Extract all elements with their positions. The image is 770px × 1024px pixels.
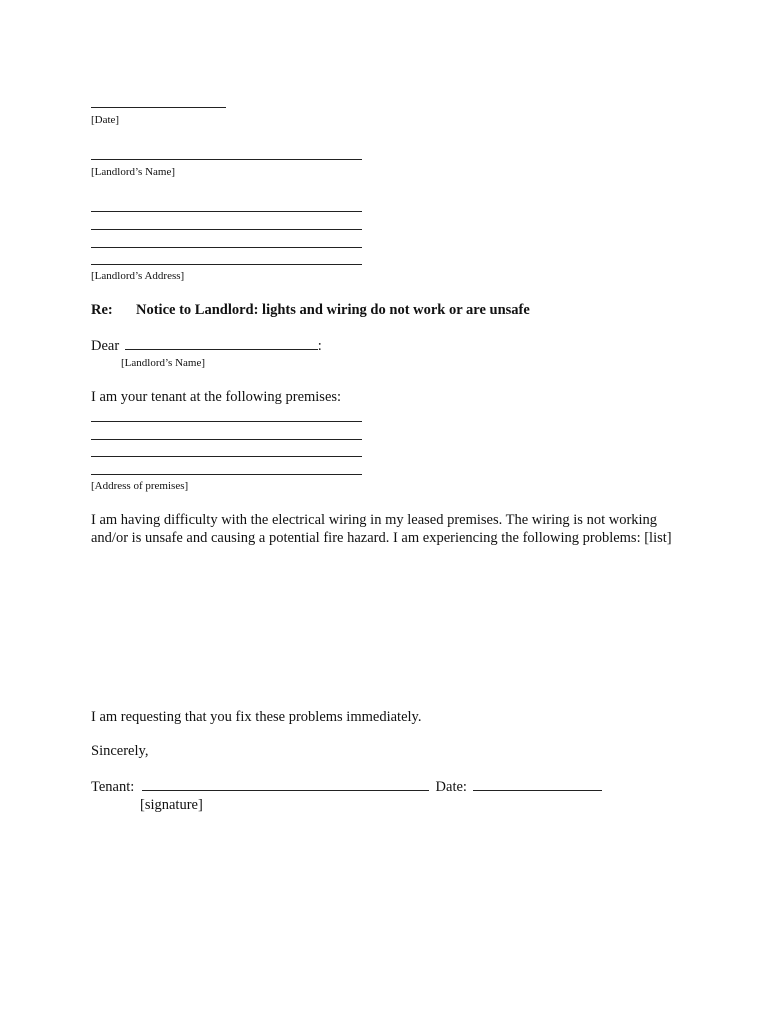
- landlord-address-line-3: [91, 247, 362, 248]
- landlord-address-line-2: [91, 229, 362, 230]
- signature-caption: [signature]: [140, 797, 203, 813]
- date-line: [91, 107, 226, 108]
- tenant-label: Tenant:: [91, 779, 135, 795]
- premises-line-3: [91, 456, 362, 457]
- date-label: [Date]: [91, 114, 120, 126]
- salutation-colon: :: [317, 338, 322, 354]
- tenant-signature-line: [142, 778, 429, 791]
- date-field-label: Date:: [435, 779, 467, 795]
- salutation: [91, 337, 322, 355]
- landlord-address-line-1: [91, 211, 362, 212]
- premises-line-2: [91, 439, 362, 440]
- subject-re: Re:: [91, 302, 113, 318]
- salutation-dear: Dear: [91, 338, 120, 354]
- closing-text: Sincerely,: [91, 743, 149, 759]
- salutation-name-line: [125, 337, 318, 350]
- subject-text: Notice to Landlord: lights and wiring do not work or are unsafe: [136, 302, 530, 318]
- landlord-name-line: [91, 159, 362, 160]
- signature-row: [91, 778, 602, 796]
- salutation-caption: [Landlord’s Name]: [121, 357, 205, 369]
- landlord-address-label: [Landlord’s Address]: [91, 270, 185, 282]
- landlord-name-label: [Landlord’s Name]: [91, 166, 175, 178]
- date-field-line: [473, 778, 602, 791]
- premises-label: [Address of premises]: [91, 480, 189, 492]
- premises-intro: I am your tenant at the following premises:: [91, 389, 342, 405]
- premises-line-1: [91, 421, 362, 422]
- landlord-address-line-4: [91, 264, 362, 265]
- problem-paragraph: I am having difficulty with the electrical wiring in my leased premises. The wiring is not working and/or is unsafe and causing a potential fire hazard. I am experiencing the following problems: [list]: [91, 512, 672, 546]
- request-text: I am requesting that you fix these problems immediately.: [91, 709, 422, 725]
- premises-line-4: [91, 474, 362, 475]
